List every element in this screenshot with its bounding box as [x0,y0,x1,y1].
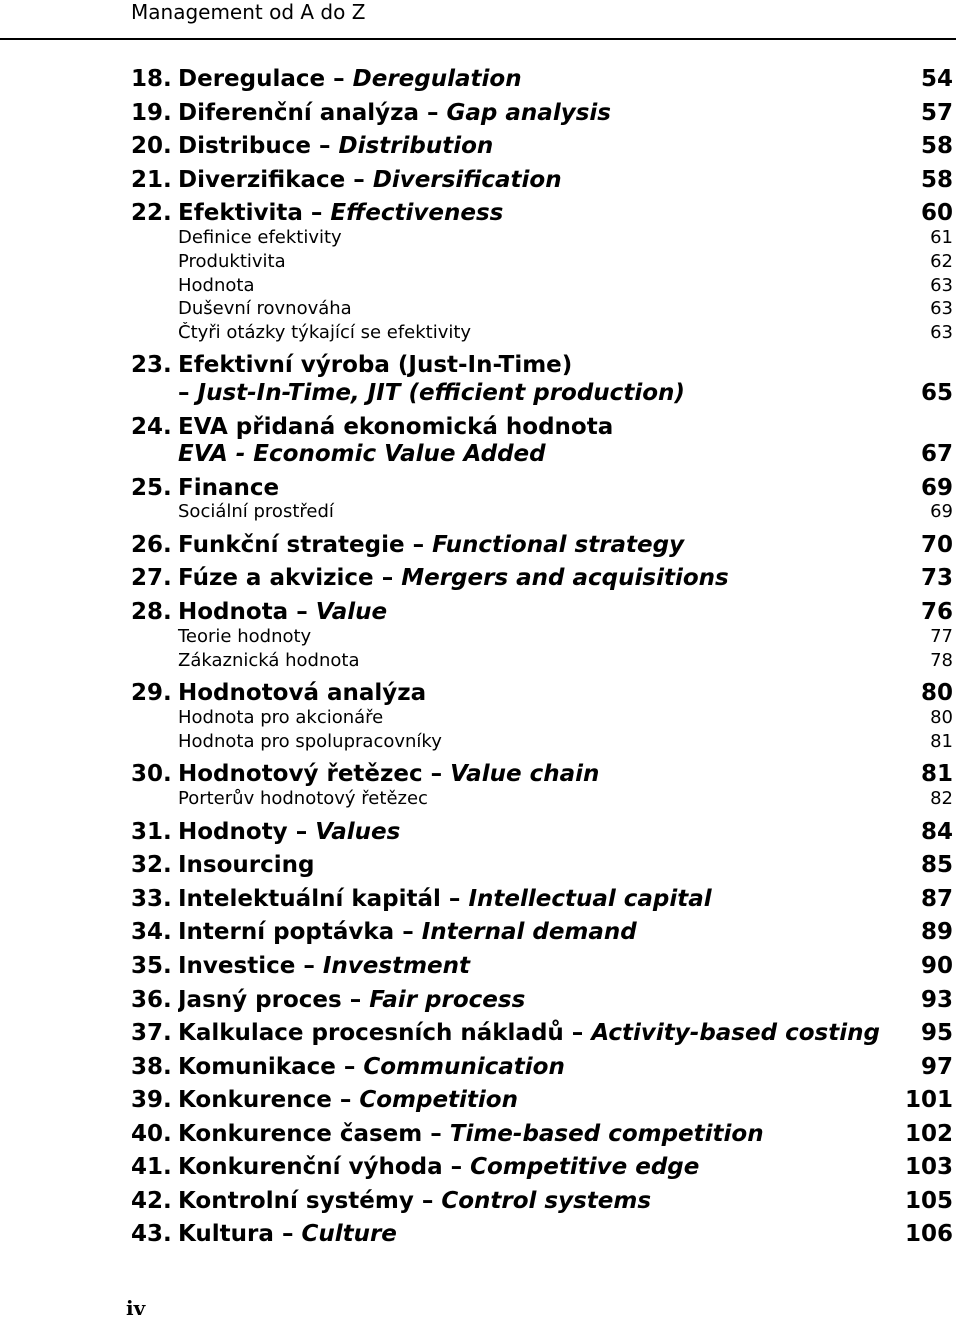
title-cs: Diverzifikace [178,167,346,193]
entry-title [178,64,913,94]
entry-page: 80 [920,680,953,706]
entry-title [178,131,913,161]
entry-title [178,759,913,789]
page-folio: iv [126,1296,146,1320]
toc-entry-35[interactable] [131,951,953,981]
entry-title [178,1219,905,1249]
entry-number: 36. [131,987,172,1013]
subentry-page: 63 [930,275,953,296]
entry-page: 101 [904,1087,953,1113]
toc-entry-31[interactable] [131,817,953,847]
entry-page: 103 [904,1154,953,1180]
entry-number: 32. [131,852,172,878]
entry-page: 89 [920,919,953,945]
entry-number: 39. [131,1087,172,1113]
separator-dash: – [571,1020,584,1046]
entry-number: 35. [131,953,172,979]
toc-entry-23[interactable] [131,350,953,380]
title-cs: Konkurence [178,1087,332,1113]
title-cs: Konkurenční výhoda [178,1154,443,1180]
entry-page: 106 [904,1221,953,1247]
separator-dash: – [381,565,394,591]
toc-subentry[interactable] [131,298,953,320]
toc-subentry[interactable] [131,788,953,810]
subentry-title: Zákaznická hodnota [178,650,360,671]
separator-dash: – [412,532,425,558]
title-en: Functional strategy [432,532,685,558]
title-en: Values [315,819,401,845]
entry-title [178,1152,905,1182]
title-en: Fair process [369,987,526,1013]
title-cs: Hodnoty [178,819,288,845]
title-cs: Diferenční analýza [178,100,419,126]
entry-number: 28. [131,599,172,625]
title-en: Control systems [441,1188,652,1214]
separator-dash: – [296,599,308,625]
separator-dash: – [448,886,461,912]
entry-title [178,98,913,128]
title-cs: Efektivní výroba (Just-In-Time) [178,352,573,378]
entry-number: 24. [131,414,172,440]
header-rule [0,38,956,40]
entry-page: 105 [904,1188,953,1214]
entry-title [178,198,913,228]
separator-dash: – [281,1221,294,1247]
title-en: Competition [359,1087,518,1113]
toc-entry-27[interactable] [131,563,953,593]
entry-title [178,1085,905,1115]
entry-page: 58 [920,167,953,193]
separator-dash: – [450,1154,463,1180]
title-en: Time-based competition [449,1121,764,1147]
toc-subentry[interactable] [131,731,953,753]
entry-page: 54 [920,66,953,92]
title-cs: Kultura [178,1221,274,1247]
subentry-page: 63 [930,322,953,343]
subentry-title: Hodnota pro spolupracovníky [178,731,442,752]
entry-number: 20. [131,133,172,159]
entry-number: 23. [131,352,172,378]
toc-entry-23-continued[interactable] [131,378,953,408]
toc-entry-37[interactable] [131,1018,953,1048]
toc-entry-28[interactable] [131,597,953,627]
title-en: Effectiveness [330,200,504,226]
title-cs: Finance [178,475,280,501]
entry-number: 21. [131,167,172,193]
entry-number: 27. [131,565,172,591]
toc-entry-40[interactable] [131,1119,953,1149]
entry-page: 85 [920,852,953,878]
entry-number: 37. [131,1020,172,1046]
title-cs: Efektivita [178,200,303,226]
title-cs: Hodnotový řetězec [178,761,423,787]
title-en: Activity-based costing [591,1020,880,1046]
toc-entry-24-continued[interactable] [131,439,953,469]
toc-entry-22[interactable] [131,198,953,228]
entry-title [178,985,913,1015]
entry-title [178,1018,913,1048]
toc-entry-34[interactable] [131,917,953,947]
entry-number: 43. [131,1221,172,1247]
entry-page: 84 [920,819,953,845]
toc-entry-38[interactable] [131,1052,953,1082]
entry-title [178,1052,913,1082]
title-en: Just-In-Time, JIT (efficient production) [197,380,685,406]
separator-dash: – [318,133,331,159]
separator-dash: – [430,1121,442,1147]
subentry-title: Definice efektivity [178,227,342,248]
toc-subentry[interactable] [131,626,953,648]
toc-subentry[interactable] [131,251,953,273]
toc-entry-19[interactable] [131,98,953,128]
title-en: Mergers and acquisitions [401,565,729,591]
separator-dash: – [430,761,443,787]
title-en: Value chain [450,761,600,787]
entry-title [178,884,913,914]
title-cs: Fúze a akvizice [178,565,374,591]
entry-number: 26. [131,532,172,558]
title-en: EVA - Economic Value Added [178,441,546,467]
title-cs: Insourcing [178,852,315,878]
entry-page: 65 [920,380,953,406]
separator-dash: – [339,1087,352,1113]
entry-number: 40. [131,1121,172,1147]
title-cs: Deregulace [178,66,326,92]
subentry-title: Hodnota pro akcionáře [178,707,384,728]
toc-entry-21[interactable] [131,165,953,195]
title-en: Distribution [338,133,494,159]
entry-title [178,563,913,593]
toc-subentry[interactable] [131,227,953,249]
title-en: Diversification [372,167,562,193]
entry-title [178,1119,905,1149]
subentry-title: Sociální prostředí [178,501,334,522]
separator-dash: – [303,953,315,979]
toc-subentry[interactable] [131,275,953,297]
entry-number: 25. [131,475,172,501]
separator-dash: – [310,200,323,226]
entry-page: 76 [920,599,953,625]
toc-entry-33[interactable] [131,884,953,914]
subentry-page: 78 [930,650,953,671]
toc-entry-32[interactable] [131,850,953,880]
entry-page: 69 [920,475,953,501]
title-cs: EVA přidaná ekonomická hodnota [178,414,614,440]
entry-page: 73 [920,565,953,591]
toc-entry-43[interactable] [131,1219,953,1249]
entry-page: 90 [920,953,953,979]
running-head: Management od A do Z [131,0,366,24]
title-cs: Hodnota [178,599,289,625]
entry-title [178,917,913,947]
subentry-title: Čtyři otázky týkající se efektivity [178,322,472,343]
toc-entry-26[interactable] [131,530,953,560]
toc-entry-24[interactable] [131,412,953,442]
subentry-title: Porterův hodnotový řetězec [178,788,428,809]
entry-page: 97 [920,1054,953,1080]
entry-page: 58 [920,133,953,159]
entry-title [178,1186,905,1216]
subentry-page: 80 [930,707,953,728]
toc-subentry[interactable] [131,650,953,672]
title-cs: Kontrolní systémy [178,1188,414,1214]
subentry-title: Produktivita [178,251,286,272]
toc-entry-30[interactable] [131,759,953,789]
title-cs: Investice [178,953,296,979]
toc-subentry[interactable] [131,322,953,344]
entry-number: 42. [131,1188,172,1214]
entry-page: 95 [920,1020,953,1046]
title-en: Investment [322,953,471,979]
entry-title [178,378,913,408]
separator-dash: – [349,987,362,1013]
subentry-page: 63 [930,298,953,319]
title-cs: Komunikace [178,1054,336,1080]
title-cs: Konkurence časem [178,1121,423,1147]
toc-entry-25[interactable] [131,473,953,503]
subentry-page: 69 [930,501,953,522]
toc-subentry[interactable] [131,707,953,729]
subentry-title: Hodnota [178,275,255,296]
toc-subentry[interactable] [131,501,953,523]
entry-number: 38. [131,1054,172,1080]
subentry-page: 61 [930,227,953,248]
entry-page: 60 [920,200,953,226]
toc-entry-20[interactable] [131,131,953,161]
entry-number: 31. [131,819,172,845]
toc-entry-29[interactable] [131,678,953,708]
toc-entry-36[interactable] [131,985,953,1015]
title-en: Culture [301,1221,397,1247]
entry-page: 70 [920,532,953,558]
entry-page: 67 [920,441,953,467]
title-cs: Distribuce [178,133,311,159]
separator-dash: – [402,919,414,945]
title-en: Competitive edge [470,1154,700,1180]
separator-dash: – [421,1188,434,1214]
subentry-title: Teorie hodnoty [178,626,312,647]
entry-page: 81 [920,761,953,787]
separator-dash: – [333,66,345,92]
entry-number: 33. [131,886,172,912]
entry-number: 34. [131,919,172,945]
entry-page: 93 [920,987,953,1013]
entry-title [178,817,913,847]
title-en: Communication [363,1054,565,1080]
toc-entry-39[interactable] [131,1085,953,1115]
toc-entry-41[interactable] [131,1152,953,1182]
title-cs: Jasný proces [178,987,342,1013]
title-en: Gap analysis [446,100,611,126]
subentry-page: 62 [930,251,953,272]
entry-title [178,597,913,627]
title-en: Deregulation [352,66,522,92]
entry-title [178,165,913,195]
subentry-page: 82 [930,788,953,809]
entry-number: 19. [131,100,172,126]
entry-number: 41. [131,1154,172,1180]
separator-dash: – [353,167,365,193]
entry-title [178,951,913,981]
separator-dash: – [427,100,439,126]
entry-number: 22. [131,200,172,226]
separator-dash: – [295,819,308,845]
subentry-page: 77 [930,626,953,647]
title-en: Value [315,599,388,625]
entry-page: 87 [920,886,953,912]
entry-page: 57 [920,100,953,126]
toc-entry-18[interactable] [131,64,953,94]
title-en: Intellectual capital [468,886,712,912]
title-cs: Kalkulace procesních nákladů [178,1020,564,1046]
entry-page: 102 [904,1121,953,1147]
entry-number: 18. [131,66,172,92]
title-cs: Interní poptávka [178,919,395,945]
title-cs: Funkční strategie [178,532,405,558]
entry-title [178,530,913,560]
entry-number: 30. [131,761,172,787]
subentry-page: 81 [930,731,953,752]
entry-number: 29. [131,680,172,706]
title-cs: Intelektuální kapitál [178,886,441,912]
title-en: Internal demand [421,919,637,945]
separator-dash: – [343,1054,356,1080]
title-cs: Hodnotová analýza [178,680,427,706]
separator-dash: – [178,380,190,406]
subentry-title: Duševní rovnováha [178,298,352,319]
toc-entry-42[interactable] [131,1186,953,1216]
